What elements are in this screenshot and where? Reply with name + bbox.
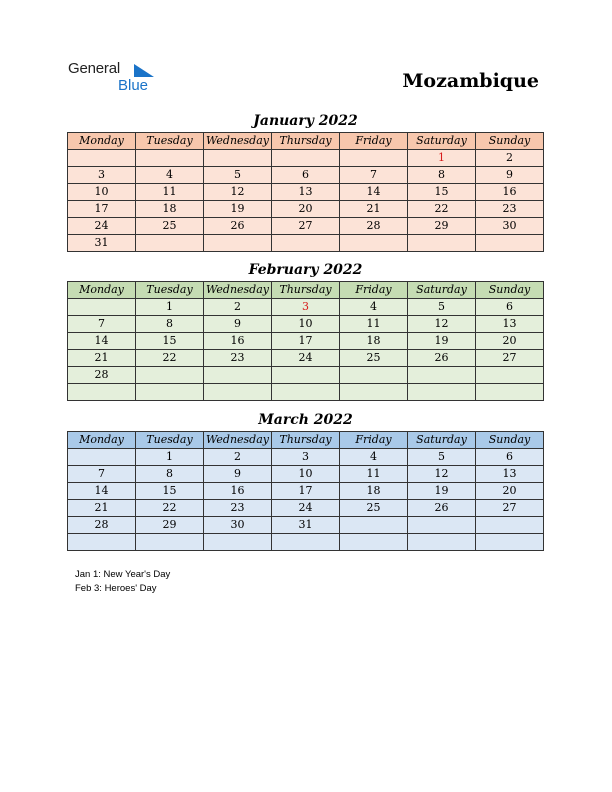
day-cell: 19 [204,201,272,218]
day-cell [340,534,408,551]
weekday-header: Wednesday [204,133,272,150]
weekday-header: Saturday [408,432,476,449]
day-cell: 28 [68,367,136,384]
day-cell [476,534,544,551]
weekday-header: Monday [68,282,136,299]
day-cell [136,384,204,401]
day-cell: 27 [476,350,544,367]
day-cell [408,367,476,384]
day-cell: 23 [204,350,272,367]
day-cell: 11 [340,466,408,483]
weekday-header: Monday [68,133,136,150]
month-title: February 2022 [248,262,363,278]
day-cell [340,150,408,167]
day-cell: 20 [476,333,544,350]
day-cell: 18 [340,483,408,500]
day-cell: 26 [408,500,476,517]
day-cell: 19 [408,483,476,500]
day-cell: 1 [136,299,204,316]
calendar-table [67,132,544,252]
day-cell: 7 [340,167,408,184]
weekday-header-row [68,432,544,449]
day-cell: 14 [68,333,136,350]
day-cell [204,150,272,167]
weekday-header: Thursday [272,133,340,150]
day-cell: 24 [68,218,136,235]
day-cell: 14 [68,483,136,500]
weekday-header-row [68,133,544,150]
day-cell: 23 [204,500,272,517]
day-cell [204,235,272,252]
week-row [68,218,544,235]
day-cell [68,449,136,466]
weekday-header: Tuesday [136,282,204,299]
week-row [68,235,544,252]
day-cell [204,367,272,384]
day-cell: 6 [272,167,340,184]
day-cell: 9 [204,466,272,483]
day-cell [272,534,340,551]
day-cell [408,534,476,551]
day-cell: 12 [408,466,476,483]
day-cell: 12 [204,184,272,201]
day-cell [136,534,204,551]
day-cell: 20 [272,201,340,218]
day-cell: 5 [408,449,476,466]
day-cell: 30 [204,517,272,534]
week-row [68,384,544,401]
day-cell: 16 [204,333,272,350]
day-cell: 13 [476,316,544,333]
day-cell: 15 [136,483,204,500]
day-cell: 16 [476,184,544,201]
week-row [68,466,544,483]
day-cell: 17 [68,201,136,218]
day-cell: 8 [136,466,204,483]
day-cell: 8 [136,316,204,333]
day-cell: 4 [340,449,408,466]
day-cell [68,299,136,316]
day-cell: 4 [136,167,204,184]
day-cell: 8 [408,167,476,184]
weekday-header-row [68,282,544,299]
day-cell: 6 [476,299,544,316]
week-row [68,449,544,466]
weekday-header: Thursday [272,432,340,449]
week-row [68,350,544,367]
day-cell: 9 [476,167,544,184]
day-cell: 22 [408,201,476,218]
week-row [68,517,544,534]
day-cell [476,384,544,401]
logo-text-general: General [68,60,120,77]
day-cell [204,384,272,401]
day-cell: 27 [272,218,340,235]
day-cell: 5 [408,299,476,316]
month-march [67,411,544,551]
weekday-header: Sunday [476,133,544,150]
day-cell: 18 [340,333,408,350]
weekday-header: Sunday [476,432,544,449]
day-cell: 28 [68,517,136,534]
day-cell [340,384,408,401]
day-cell [476,367,544,384]
week-row [68,167,544,184]
week-row [68,367,544,384]
day-cell [68,150,136,167]
day-cell: 17 [272,483,340,500]
day-cell: 13 [272,184,340,201]
week-row [68,333,544,350]
country-title: Mozambique [402,70,539,92]
day-cell: 16 [204,483,272,500]
month-title: January 2022 [253,113,358,129]
day-cell: 2 [476,150,544,167]
day-cell [408,235,476,252]
weekday-header: Saturday [408,282,476,299]
day-cell [68,384,136,401]
weekday-header: Wednesday [204,432,272,449]
weekday-header: Saturday [408,133,476,150]
day-cell [408,517,476,534]
day-cell: 23 [476,201,544,218]
day-cell: 11 [340,316,408,333]
day-cell [272,235,340,252]
day-cell: 17 [272,333,340,350]
week-row [68,534,544,551]
day-cell: 12 [408,316,476,333]
day-cell [136,235,204,252]
day-cell: 3 [272,299,340,316]
weekday-header: Friday [340,282,408,299]
day-cell: 11 [136,184,204,201]
month-title: March 2022 [258,412,353,428]
week-row [68,201,544,218]
day-cell [136,367,204,384]
month-january [67,112,544,252]
weekday-header: Monday [68,432,136,449]
day-cell: 26 [408,350,476,367]
day-cell: 7 [68,316,136,333]
day-cell: 14 [340,184,408,201]
day-cell: 15 [408,184,476,201]
day-cell: 18 [136,201,204,218]
day-cell: 13 [476,466,544,483]
week-row [68,483,544,500]
day-cell: 26 [204,218,272,235]
day-cell: 24 [272,350,340,367]
day-cell: 15 [136,333,204,350]
day-cell [476,235,544,252]
logo [68,60,168,96]
day-cell [340,367,408,384]
month-february [67,261,544,401]
day-cell: 25 [136,218,204,235]
holiday-notes [75,568,170,596]
day-cell [204,534,272,551]
weekday-header: Friday [340,133,408,150]
day-cell: 1 [136,449,204,466]
calendar-table [67,281,544,401]
day-cell: 10 [272,316,340,333]
day-cell: 21 [340,201,408,218]
day-cell: 22 [136,350,204,367]
week-row [68,500,544,517]
day-cell: 9 [204,316,272,333]
day-cell: 24 [272,500,340,517]
week-row [68,184,544,201]
week-row [68,150,544,167]
day-cell [476,517,544,534]
day-cell: 27 [476,500,544,517]
week-row [68,299,544,316]
day-cell: 30 [476,218,544,235]
day-cell: 31 [68,235,136,252]
day-cell: 10 [68,184,136,201]
holiday-note: Jan 1: New Year's Day [75,569,171,580]
day-cell [68,534,136,551]
day-cell: 3 [68,167,136,184]
weekday-header: Tuesday [136,432,204,449]
weekday-header: Wednesday [204,282,272,299]
day-cell: 19 [408,333,476,350]
logo-text-blue: Blue [118,77,149,94]
weekday-header: Friday [340,432,408,449]
day-cell: 10 [272,466,340,483]
day-cell [272,150,340,167]
day-cell: 29 [408,218,476,235]
day-cell: 29 [136,517,204,534]
day-cell: 5 [204,167,272,184]
day-cell: 21 [68,500,136,517]
day-cell: 7 [68,466,136,483]
day-cell: 20 [476,483,544,500]
weekday-header: Thursday [272,282,340,299]
weekday-header: Tuesday [136,133,204,150]
day-cell [408,384,476,401]
day-cell: 22 [136,500,204,517]
day-cell: 2 [204,449,272,466]
day-cell: 28 [340,218,408,235]
day-cell: 21 [68,350,136,367]
weekday-header: Sunday [476,282,544,299]
day-cell: 1 [408,150,476,167]
calendar-table [67,431,544,551]
day-cell [272,384,340,401]
holiday-note: Feb 3: Heroes' Day [75,583,157,594]
day-cell: 2 [204,299,272,316]
day-cell: 4 [340,299,408,316]
logo-triangle-icon [132,64,154,78]
week-row [68,316,544,333]
day-cell: 25 [340,500,408,517]
day-cell: 6 [476,449,544,466]
day-cell [272,367,340,384]
day-cell: 31 [272,517,340,534]
day-cell [136,150,204,167]
day-cell [340,235,408,252]
day-cell: 3 [272,449,340,466]
day-cell [340,517,408,534]
day-cell: 25 [340,350,408,367]
